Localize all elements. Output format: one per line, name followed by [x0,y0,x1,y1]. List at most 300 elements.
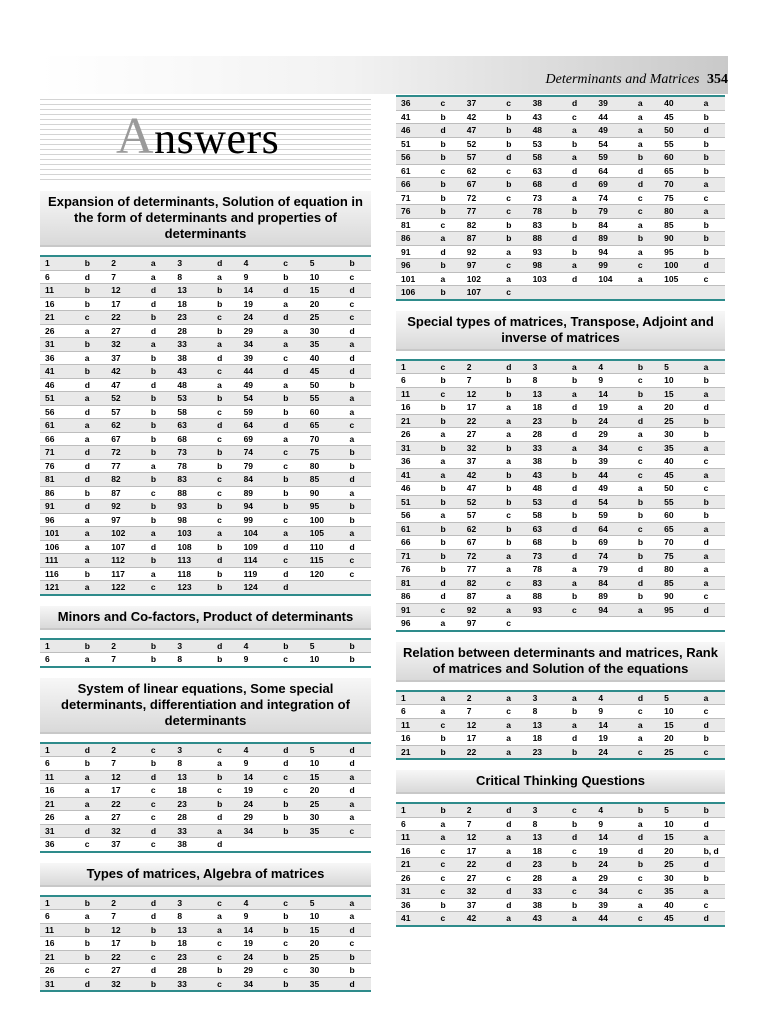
question-number: 28 [172,811,212,825]
answer-key: b [567,414,593,428]
question-number: 82 [462,576,501,590]
answer-row [40,811,371,825]
question-number: 5 [659,691,698,705]
answer-key: d [344,977,371,991]
answer-key: c [567,885,593,899]
answer-key: a [212,923,238,937]
answer-key: a [567,191,593,205]
question-number: 18 [172,937,212,951]
answer-key: a [212,527,238,541]
answer-key: d [278,743,304,757]
answer-key: b [146,923,172,937]
question-number: 69 [593,536,632,550]
question-number: 73 [172,446,212,460]
question-number: 2 [106,639,146,653]
answer-key: c [146,743,172,757]
answer-key: b [699,803,725,817]
question-number: 5 [305,639,345,653]
question-number: 35 [659,441,698,455]
question-number: 25 [305,950,345,964]
question-number: 105 [659,272,698,286]
answer-key: a [699,96,725,110]
question-number: 54 [593,495,632,509]
answer-row [40,567,371,581]
answer-row [396,885,725,899]
answer-key: b [435,374,461,388]
answer-key: c [435,844,461,858]
answer-key: b [146,392,172,406]
answer-key: a [567,912,593,926]
answer-key: b [212,392,238,406]
question-number: 5 [305,896,345,910]
answer-key: b [501,387,527,401]
question-number: 21 [40,797,80,811]
question-number: 99 [593,259,632,273]
answer-key: b, d [699,844,725,858]
question-number: 8 [528,705,567,719]
question-number: 81 [396,218,435,232]
answer-table [40,742,371,853]
answer-key: b [567,858,593,872]
answer-key: a [278,324,304,338]
answer-key: b [633,858,659,872]
answer-key: c [633,191,659,205]
question-number: 39 [593,96,632,110]
answer-key: a [212,910,238,924]
question-number: 3 [172,743,212,757]
question-number: 45 [305,365,345,379]
question-number: 47 [462,482,501,496]
question-number: 93 [172,500,212,514]
question-number: 8 [172,653,212,667]
question-number: 116 [40,567,80,581]
question-number: 104 [593,272,632,286]
answer-key: c [344,297,371,311]
question-number: 95 [305,500,345,514]
answer-key: b [435,732,461,746]
question-number: 4 [239,256,279,270]
answer-key: d [567,831,593,845]
question-number: 25 [305,797,345,811]
answer-key: a [633,898,659,912]
question-number: 6 [396,374,435,388]
answer-key: b [567,898,593,912]
question-number: 43 [528,110,567,124]
answer-key: d [435,245,461,259]
answer-row [40,256,371,270]
question-number: 89 [593,590,632,604]
question-number: 17 [106,297,146,311]
answer-key: d [80,459,106,473]
question-number: 72 [106,446,146,460]
answer-key: b [567,468,593,482]
question-number: 4 [593,360,632,374]
answer-key: a [435,428,461,442]
question-number: 71 [396,191,435,205]
answer-key: a [567,576,593,590]
question-number: 67 [462,178,501,192]
answer-key: d [278,365,304,379]
page-number: 354 [707,72,728,87]
answer-key: c [278,653,304,667]
answer-row [396,603,725,617]
question-number: 21 [396,414,435,428]
answer-key: b [278,910,304,924]
answer-key: d [278,757,304,771]
question-number: 20 [659,401,698,415]
question-number: 19 [239,297,279,311]
answer-row [396,844,725,858]
question-number: 30 [305,324,345,338]
answer-key [344,581,371,595]
answer-row [40,527,371,541]
question-number: 97 [106,513,146,527]
answer-row [40,639,371,653]
answer-row [396,245,725,259]
question-number: 119 [239,567,279,581]
question-number [659,286,698,300]
question-number: 26 [40,324,80,338]
question-number: 52 [106,392,146,406]
answer-key: b [435,205,461,219]
question-number: 88 [172,486,212,500]
answer-key: b [699,232,725,246]
answer-key: a [80,351,106,365]
question-number: 35 [305,338,345,352]
answer-key: a [435,691,461,705]
answer-key [567,617,593,631]
question-number: 48 [528,124,567,138]
answer-key: c [435,871,461,885]
answer-key: a [344,811,371,825]
answer-key: b [435,549,461,563]
question-number: 27 [106,811,146,825]
answer-key: c [212,896,238,910]
answer-key: a [146,338,172,352]
answer-key: b [80,338,106,352]
question-number: 19 [239,784,279,798]
question-number: 87 [106,486,146,500]
answer-key: c [435,858,461,872]
answer-key: d [146,896,172,910]
answer-key: a [699,831,725,845]
answer-key: a [435,455,461,469]
answer-key: d [344,743,371,757]
question-number: 34 [593,885,632,899]
question-number: 30 [659,428,698,442]
answer-key: c [633,259,659,273]
question-number: 1 [40,743,80,757]
question-number: 31 [40,824,80,838]
question-number: 42 [106,365,146,379]
answer-key: b [278,473,304,487]
question-number: 9 [593,374,632,388]
answer-key: b [278,639,304,653]
question-number: 15 [659,718,698,732]
answer-key: c [435,164,461,178]
answer-key: d [699,401,725,415]
answer-key: b [278,405,304,419]
answers-banner [40,95,371,181]
question-number: 80 [659,563,698,577]
answer-key: c [567,844,593,858]
answer-key: b [501,218,527,232]
question-number: 37 [106,838,146,852]
question-number: 106 [40,540,80,554]
question-number: 6 [40,757,80,771]
answer-key: a [212,270,238,284]
question-number: 29 [593,428,632,442]
question-number: 42 [462,110,501,124]
answer-key: d [501,898,527,912]
answer-key: b [80,950,106,964]
question-number: 26 [396,871,435,885]
answer-row [40,351,371,365]
answer-key: b [567,455,593,469]
answer-row [396,590,725,604]
answer-key: a [567,387,593,401]
answer-key: b [567,817,593,831]
question-number: 22 [106,797,146,811]
answer-key: b [344,964,371,978]
answer-key: d [567,178,593,192]
question-number: 69 [239,432,279,446]
answer-row [396,705,725,719]
question-number: 72 [462,191,501,205]
question-number: 33 [172,824,212,838]
answer-key: b [501,482,527,496]
question-number: 39 [239,351,279,365]
question-number: 17 [106,937,146,951]
answer-key: a [501,563,527,577]
question-number: 7 [106,757,146,771]
answer-key: b [212,297,238,311]
answer-key: c [633,455,659,469]
answer-key: d [435,124,461,138]
question-number: 50 [659,482,698,496]
question-number: 38 [172,351,212,365]
question-number: 10 [305,757,345,771]
question-number: 84 [593,576,632,590]
answer-key: d [146,324,172,338]
answer-row [396,428,725,442]
question-number: 14 [239,284,279,298]
answer-row [40,432,371,446]
question-number: 8 [528,374,567,388]
question-number: 38 [528,96,567,110]
question-number: 78 [528,205,567,219]
question-number: 78 [172,459,212,473]
answer-key: a [212,378,238,392]
question-number: 44 [593,468,632,482]
question-number: 2 [106,256,146,270]
answer-key: b [146,311,172,325]
question-number: 87 [462,590,501,604]
question-number: 90 [659,590,698,604]
question-number: 46 [396,124,435,138]
answer-key: a [80,554,106,568]
question-number: 111 [40,554,80,568]
answer-key: b [567,374,593,388]
question-number: 36 [40,838,80,852]
question-number: 20 [305,937,345,951]
question-number: 53 [528,495,567,509]
question-number: 13 [172,284,212,298]
question-number: 9 [239,653,279,667]
answer-key: d [80,473,106,487]
question-number: 92 [106,500,146,514]
question-number: 65 [659,522,698,536]
question-number: 35 [659,885,698,899]
answer-key: c [278,513,304,527]
question-number [659,617,698,631]
answer-key: b [344,446,371,460]
question-number: 15 [305,923,345,937]
answer-key: a [146,270,172,284]
question-number: 7 [106,270,146,284]
answer-key: c [501,191,527,205]
running-header [546,72,728,88]
answer-key: a [699,387,725,401]
answer-key: d [567,401,593,415]
answer-key: d [212,554,238,568]
answer-row [396,718,725,732]
answer-key: c [212,513,238,527]
question-number: 2 [462,360,501,374]
question-number: 43 [528,912,567,926]
answer-key: b [80,256,106,270]
answer-key: a [435,509,461,523]
question-number: 24 [239,797,279,811]
answer-row [40,297,371,311]
question-number: 59 [593,509,632,523]
question-number: 3 [172,639,212,653]
question-number: 7 [462,817,501,831]
answer-row [396,549,725,563]
answer-key: b [146,757,172,771]
answer-key: b [146,937,172,951]
answer-key: b [633,803,659,817]
section-title: System of linear equations, Some special determinants, differentiation and integration of determinants [40,678,371,734]
answer-row [40,486,371,500]
answer-key: c [146,838,172,852]
answer-key: b [501,441,527,455]
answer-key: a [633,817,659,831]
question-number: 107 [462,286,501,300]
answer-key: b [567,218,593,232]
question-number: 107 [106,540,146,554]
answer-key: b [633,536,659,550]
answer-section [40,678,371,853]
answer-key: c [344,554,371,568]
question-number: 30 [305,964,345,978]
answer-key: d [344,324,371,338]
answer-key: b [212,581,238,595]
question-number: 2 [106,896,146,910]
answer-key: b [212,653,238,667]
answer-key: b [80,923,106,937]
question-number: 75 [659,191,698,205]
question-number: 49 [239,378,279,392]
question-number: 9 [593,705,632,719]
question-number: 12 [462,387,501,401]
question-number: 61 [396,164,435,178]
answer-key [699,617,725,631]
answer-section [40,863,371,993]
question-number: 56 [396,151,435,165]
answer-row [40,937,371,951]
question-number: 95 [659,603,698,617]
answer-row [40,473,371,487]
answer-key: b [435,745,461,759]
answer-key: b [435,401,461,415]
answer-row [396,286,725,300]
answer-key: b [699,245,725,259]
question-number: 40 [659,898,698,912]
question-number: 101 [40,527,80,541]
question-number: 21 [396,745,435,759]
question-number: 63 [172,419,212,433]
answer-key: c [212,486,238,500]
question-number: 24 [239,950,279,964]
answer-key: d [146,770,172,784]
question-number: 90 [305,486,345,500]
answer-key: b [146,653,172,667]
question-number: 32 [462,885,501,899]
question-number: 33 [172,977,212,991]
answer-key: d [80,743,106,757]
answer-key: b [699,871,725,885]
question-number: 93 [528,603,567,617]
question-number: 11 [396,718,435,732]
answer-key: b [212,567,238,581]
answer-key: b [278,486,304,500]
answer-key: d [80,500,106,514]
answer-row [40,392,371,406]
section-title: Expansion of determinants, Solution of equation in the form of determinants and properties of determinants [40,191,371,247]
answer-key: c [501,576,527,590]
question-number: 57 [462,151,501,165]
question-number: 6 [40,653,80,667]
question-number: 49 [593,482,632,496]
answer-row [396,178,725,192]
answer-key: b [80,284,106,298]
answer-row [396,151,725,165]
answer-key: b [344,459,371,473]
question-number: 57 [462,509,501,523]
answer-key: c [146,797,172,811]
right-column [396,95,725,927]
answer-key: b [344,378,371,392]
answer-key: d [501,360,527,374]
question-number: 88 [528,590,567,604]
answer-key: a [501,590,527,604]
answer-key: a [699,178,725,192]
question-number [593,286,632,300]
question-number: 82 [106,473,146,487]
question-number: 55 [659,495,698,509]
answer-key: a [567,441,593,455]
answer-key: d [501,885,527,899]
answer-key: b [278,811,304,825]
answer-key: a [344,405,371,419]
answer-key: d [146,284,172,298]
question-number: 16 [40,297,80,311]
question-number: 17 [462,844,501,858]
answer-key: c [212,743,238,757]
answer-key: b [146,351,172,365]
question-number: 4 [239,743,279,757]
